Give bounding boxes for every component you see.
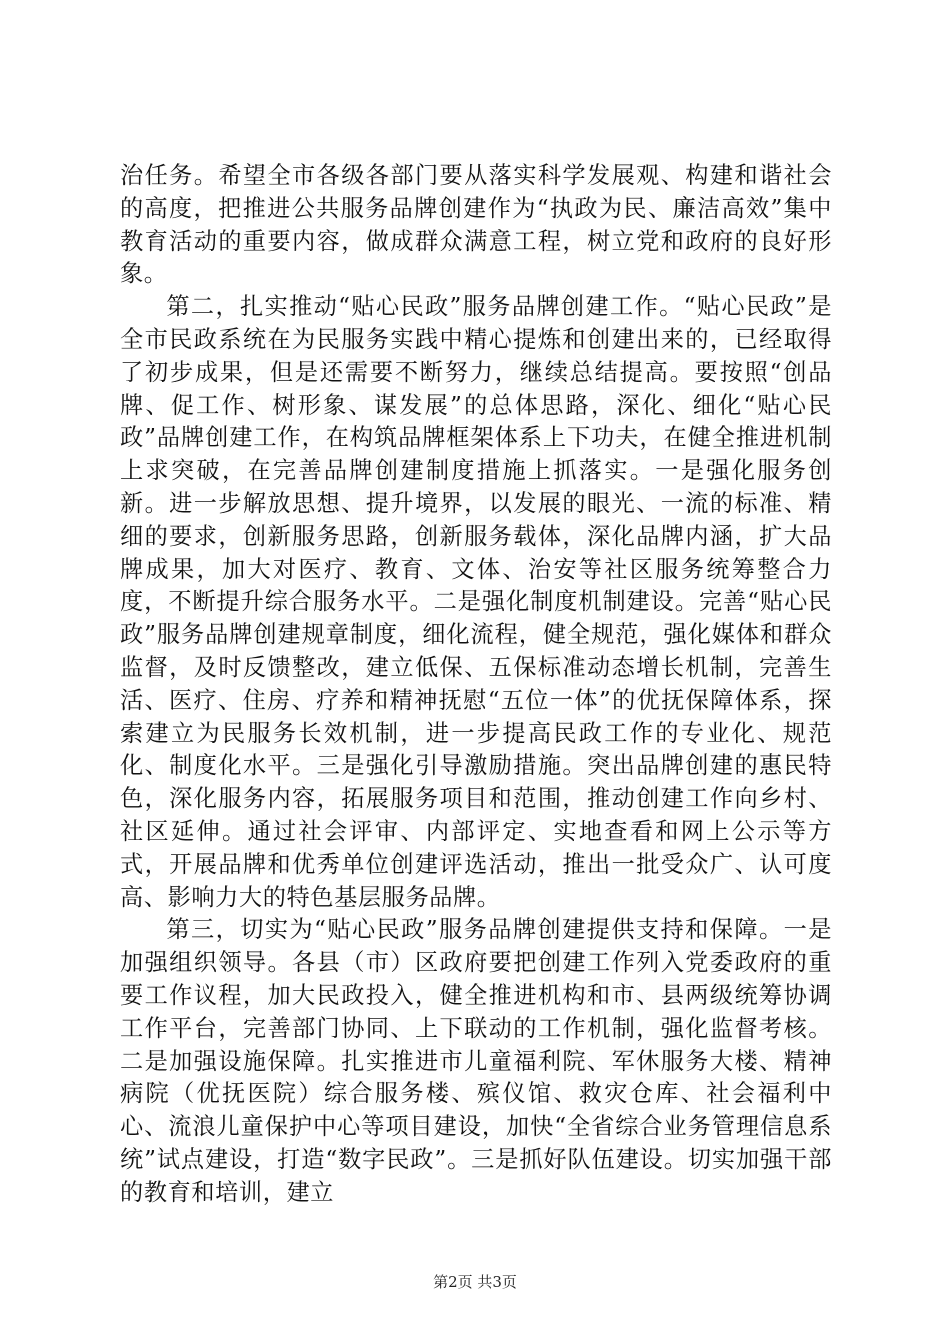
page-footer: 第2页 共3页 xyxy=(433,1273,517,1291)
paragraph-3: 第三，切实为“贴心民政”服务品牌创建提供支持和保障。一是加强组织领导。各县（市）区政府要把创建工作列入党委政府的重要工作议程，加大民政投入，健全推进机构和市、县两级统筹协调工作平台，完善部门协同、上下联动的工作机制，强化监督考核。二是加强设施保障。扎实推进市儿童福利院、军休服务大楼、精神病院（优抚医院）综合服务楼、殡仪馆、救灾仓库、社会福利中心、流浪儿童保护中心等项目建设，加快“全省综合业务管理信息系统”试点建设，打造“数字民政”。三是抓好队伍建设。切实加强干部的教育和培训，建立 xyxy=(120,916,832,1206)
paragraph-1: 治任务。希望全市各级各部门要从落实科学发展观、构建和谐社会的高度，把推进公共服务品牌创建作为“执政为民、廉洁高效”集中教育活动的重要内容，做成群众满意工程，树立党和政府的良好形象。 xyxy=(120,162,832,288)
document-body xyxy=(120,160,832,1210)
paragraph-2: 第二，扎实推动“贴心民政”服务品牌创建工作。“贴心民政”是全市民政系统在为民服务实践中精心提炼和创建出来的，已经取得了初步成果，但是还需要不断努力，继续总结提高。要按照“创品牌、促工作、树形象、谋发展”的总体思路，深化、细化“贴心民政”品牌创建工作，在构筑品牌框架体系上下功夫，在健全推进机制上求突破，在完善品牌创建制度措施上抓落实。一是强化服务创新。进一步解放思想、提升境界，以发展的眼光、一流的标准、精细的要求，创新服务思路，创新服务载体，深化品牌内涵，扩大品牌成果，加大对医疗、教育、文体、治安等社区服务统筹整合力度，不断提升综合服务水平。二是强化制度机制建设。完善“贴心民政”服务品牌创建规章制度，细化流程，健全规范，强化媒体和群众监督，及时反馈整改，建立低保、五保标准动态增长机制，完善生活、医疗、住房、疗养和精神抚慰“五位一体”的优抚保障体系，探索建立为民服务长效机制，进一步提高民政工作的专业化、规范化、制度化水平。三是强化引导激励措施。突出品牌创建的惠民特色，深化服务内容，拓展服务项目和范围，推动创建工作向乡村、社区延伸。通过社会评审、内部评定、实地查看和网上公示等方式，开展品牌和优秀单位创建评选活动，推出一批受众广、认可度高、影响力大的特色基层服务品牌。 xyxy=(120,293,832,911)
